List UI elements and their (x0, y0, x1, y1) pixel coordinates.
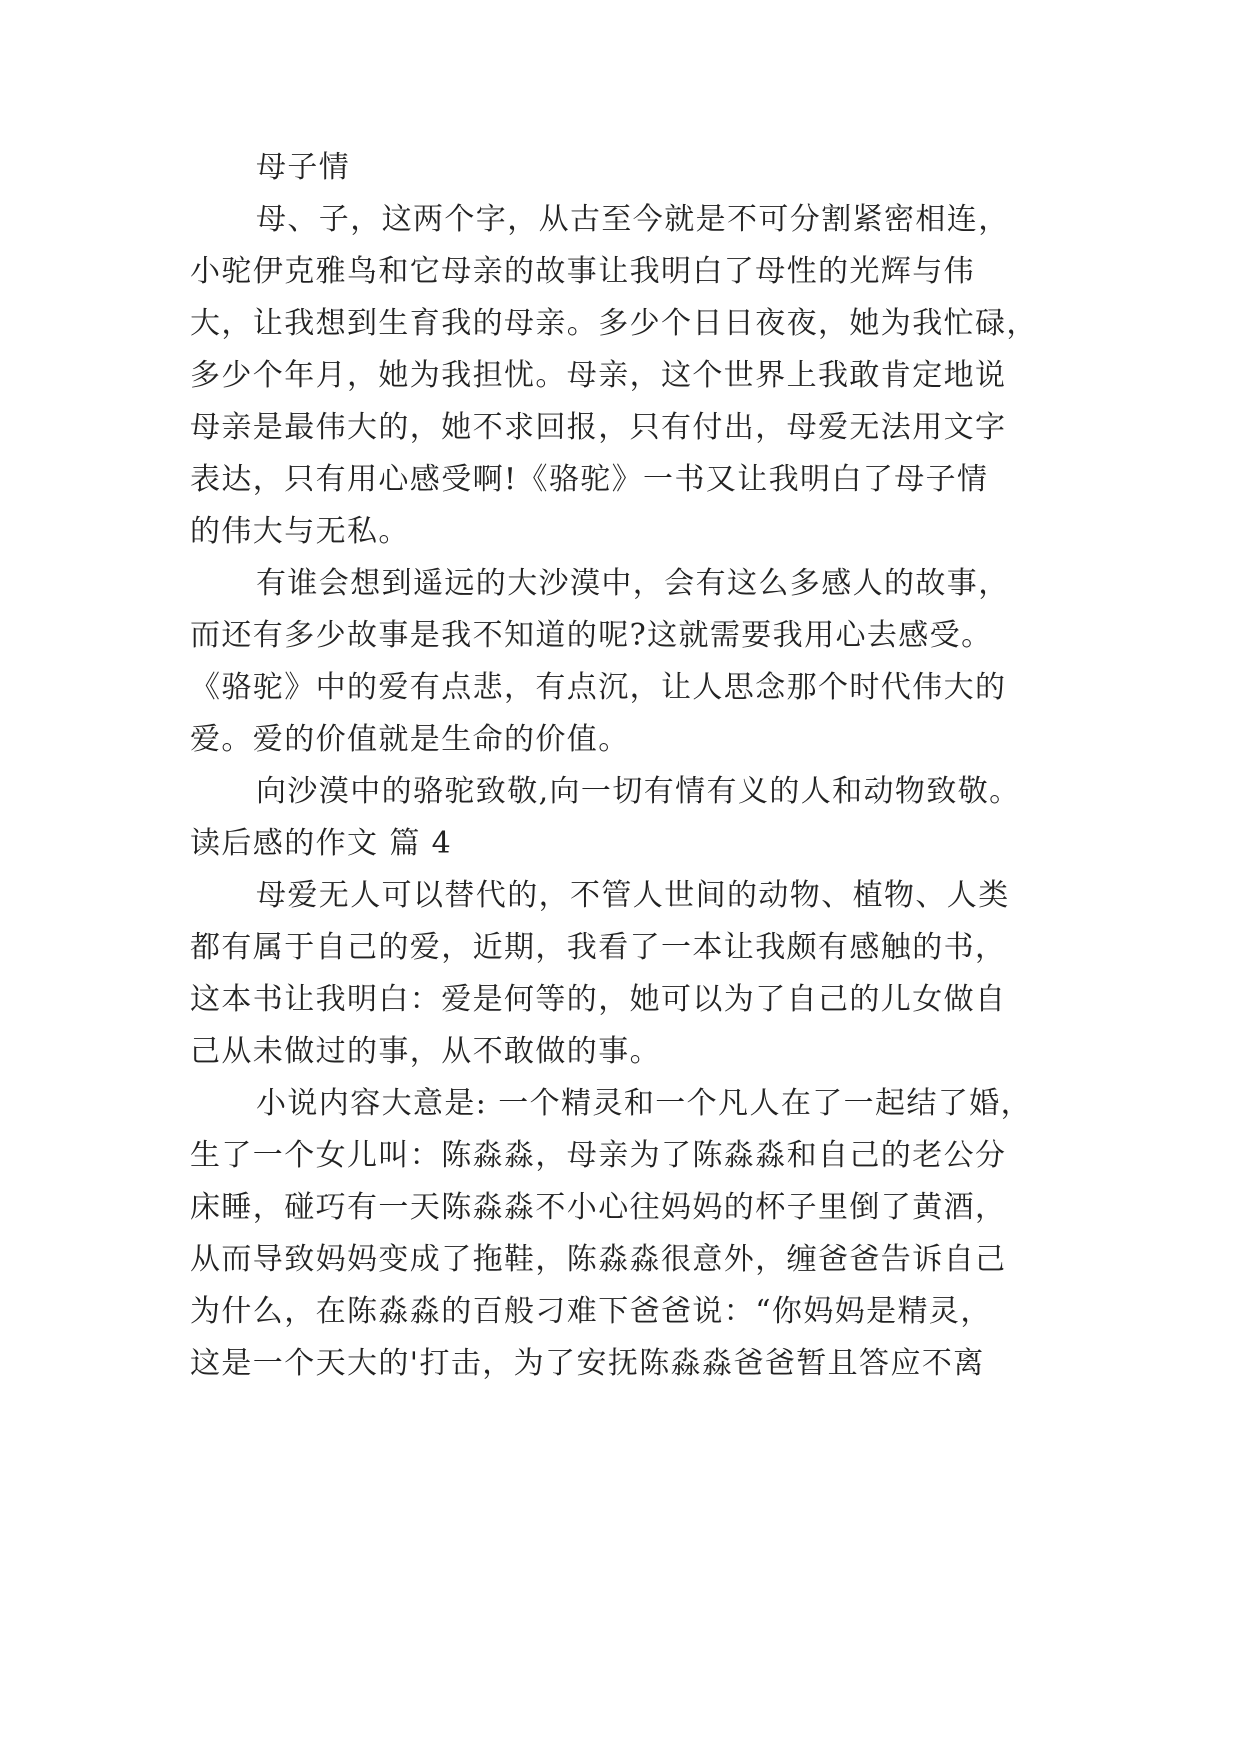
text-line: 母爱无人可以替代的，不管人世间的动物、植物、人类 (256, 878, 1010, 913)
text-line: 都有属于自己的爱，近期，我看了一本让我颇有感触的书， (190, 930, 1007, 965)
text-line: 爱。爱的价值就是生命的价值。 (190, 722, 630, 757)
text-line: 的伟大与无私。 (190, 514, 410, 549)
text-line: 小驼伊克雅鸟和它母亲的故事让我明白了母性的光辉与伟 (190, 254, 975, 289)
text-line: 向沙漠中的骆驼致敬,向一切有情有义的人和动物致敬。 (256, 774, 1021, 809)
text-line: 生了一个女儿叫：陈淼淼，母亲为了陈淼淼和自己的老公分 (190, 1138, 1007, 1173)
text-line: 这本书让我明白：爱是何等的，她可以为了自己的儿女做自 (190, 982, 1007, 1017)
text-line: 多少个年月，她为我担忧。母亲，这个世界上我敢肯定地说 (190, 358, 1007, 393)
text-line: 母亲是最伟大的，她不求回报，只有付出，母爱无法用文字 (190, 410, 1007, 445)
text-line: 《骆驼》中的爱有点悲，有点沉，让人思念那个时代伟大的 (190, 670, 1007, 705)
section-heading: 读后感的作文 篇 4 (190, 826, 453, 861)
text-line: 而还有多少故事是我不知道的呢?这就需要我用心去感受。 (190, 618, 993, 653)
text-line: 己从未做过的事，从不敢做的事。 (190, 1034, 661, 1069)
text-line: 表达，只有用心感受啊!《骆驼》一书又让我明白了母子情 (190, 462, 989, 497)
text-line: 这是一个天大的'打击，为了安抚陈淼淼爸爸暂且答应不离 (190, 1346, 985, 1381)
text-line: 小说内容大意是: 一个精灵和一个凡人在了一起结了婚， (256, 1086, 1033, 1121)
text-line: 床睡，碰巧有一天陈淼淼不小心往妈妈的杯子里倒了黄酒， (190, 1190, 1007, 1225)
text-line: 为什么，在陈淼淼的百般刁难下爸爸说：“你妈妈是精灵， (190, 1294, 992, 1329)
text-line: 从而导致妈妈变成了拖鞋，陈淼淼很意外，缠爸爸告诉自己 (190, 1242, 1007, 1277)
text-line: 母、子，这两个字，从古至今就是不可分割紧密相连， (256, 202, 1010, 237)
section-title: 母子情 (256, 150, 351, 185)
text-line: 大，让我想到生育我的母亲。多少个日日夜夜，她为我忙碌， (190, 306, 1038, 341)
text-line: 有谁会想到遥远的大沙漠中，会有这么多感人的故事， (256, 566, 1010, 601)
